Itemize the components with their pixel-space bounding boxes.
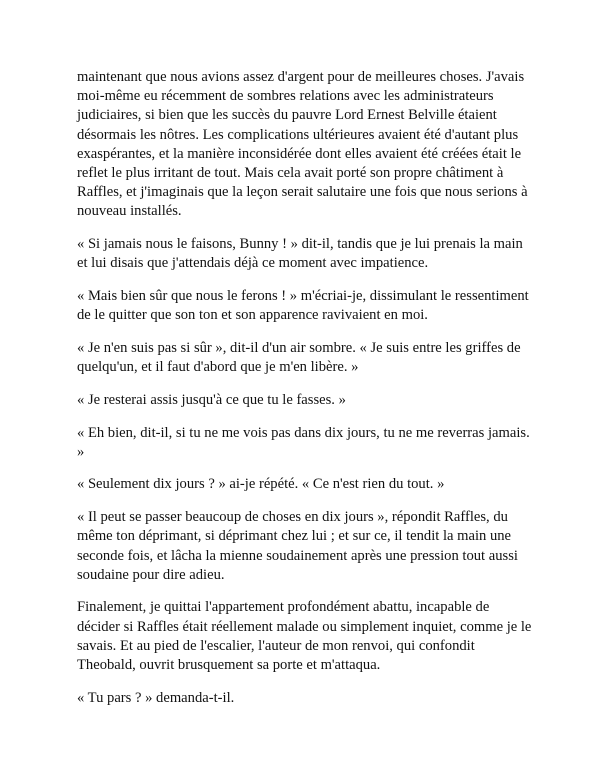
paragraph: « Je n'en suis pas si sûr », dit-il d'un air sombre. « Je suis entre les griffes de quelqu'un, et il faut d'abord que je m'en libère. » [77,339,521,376]
paragraph: « Seulement dix jours ? » ai-je répété. « Ce n'est rien du tout. » [77,476,445,493]
paragraph: « Je resterai assis jusqu'à ce que tu le fasses. » [77,391,346,408]
paragraph: « Il peut se passer beaucoup de choses en dix jours », répondit Raffles, du même ton déprimant, si déprimant chez lui ; et sur ce, il tendit la main une seconde fois, et lâcha la mienne soudainement après une pression tout aussi soudaine pour dire adieu. [77,509,518,583]
document-page [77,68,533,721]
paragraph: Finalement, je quittai l'appartement profondément abattu, incapable de décider si Raffles était réellement malade ou simplement inquiet, comme je le savais. Et au pied de l'escalier, l'auteur de mon renvoi, qui confondit Theobald, ouvrit brusquement sa porte et m'attaqua. [77,599,532,674]
paragraph: « Tu pars ? » demanda-t-il. [77,689,235,706]
paragraph: maintenant que nous avions assez d'argent pour de meilleures choses. J'avais moi-même eu récemment de sombres relations avec les administrateurs judiciaires, si bien que les succès du pauvre Lord Ernest Belville étaient désormais les nôtres. Les complications ultérieures avaient été d'autant plus exaspérantes, et la manière inconsidérée dont elles avaient été créées était le reflet le plus irritant de tout. Mais cela avait porté son propre châtiment à Raffles, et j'imaginais que la leçon serait salutaire une fois que nous serions à nouveau installés. [77,69,528,220]
paragraph: « Si jamais nous le faisons, Bunny ! » dit-il, tandis que je lui prenais la main et lui disais que j'attendais déjà ce moment avec impatience. [77,236,523,272]
paragraph: « Eh bien, dit-il, si tu ne me vois pas dans dix jours, tu ne me reverras jamais. » [77,424,530,460]
paragraph: « Mais bien sûr que nous le ferons ! » m'écriai-je, dissimulant le ressentiment de le quitter que son ton et son apparence ravivaient en moi. [77,288,529,324]
